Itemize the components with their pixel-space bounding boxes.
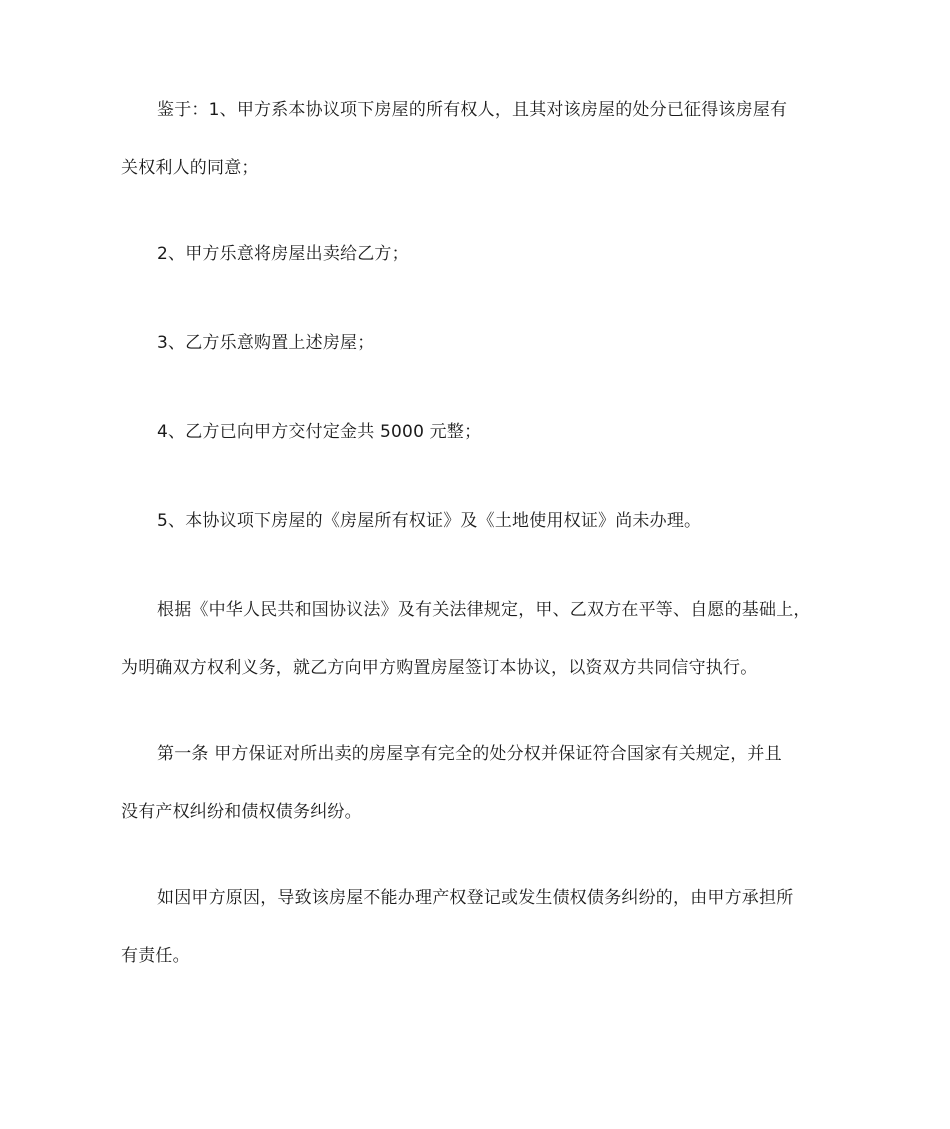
paragraph-line: 5、本协议项下房屋的《房屋所有权证》及《土地使用权证》尚未办理。 xyxy=(157,511,702,531)
paragraph-liability xyxy=(121,869,841,985)
paragraph-preamble-1 xyxy=(121,81,841,197)
paragraph-preamble-3 xyxy=(121,314,841,372)
paragraph-line: 根据《中华人民共和国协议法》及有关法律规定，甲、乙双方在平等、自愿的基础上， xyxy=(157,600,811,620)
paragraph-line: 没有产权纠纷和债权债务纠纷。 xyxy=(121,802,362,822)
paragraph-line: 3、乙方乐意购置上述房屋； xyxy=(157,333,375,353)
paragraph-line: 为明确双方权利义务，就乙方向甲方购置房屋签订本协议，以资双方共同信守执行。 xyxy=(121,658,758,678)
paragraph-article-1 xyxy=(121,725,841,841)
paragraph-preamble-5 xyxy=(121,492,841,550)
paragraph-preamble-4 xyxy=(121,403,841,461)
paragraph-line: 关权利人的同意； xyxy=(121,158,259,178)
paragraph-line: 有责任。 xyxy=(121,946,190,966)
paragraph-line: 第一条 甲方保证对所出卖的房屋享有完全的处分权并保证符合国家有关规定，并且 xyxy=(157,744,782,764)
paragraph-line: 如因甲方原因，导致该房屋不能办理产权登记或发生债权债务纠纷的，由甲方承担所 xyxy=(157,888,794,908)
paragraph-line: 鉴于：1、甲方系本协议项下房屋的所有权人，且其对该房屋的处分已征得该房屋有 xyxy=(157,100,788,120)
paragraph-preamble-2 xyxy=(121,225,841,283)
paragraph-line: 4、乙方已向甲方交付定金共 5000 元整； xyxy=(157,422,482,442)
paragraph-line: 2、甲方乐意将房屋出卖给乙方； xyxy=(157,244,409,264)
paragraph-basis xyxy=(121,581,841,697)
